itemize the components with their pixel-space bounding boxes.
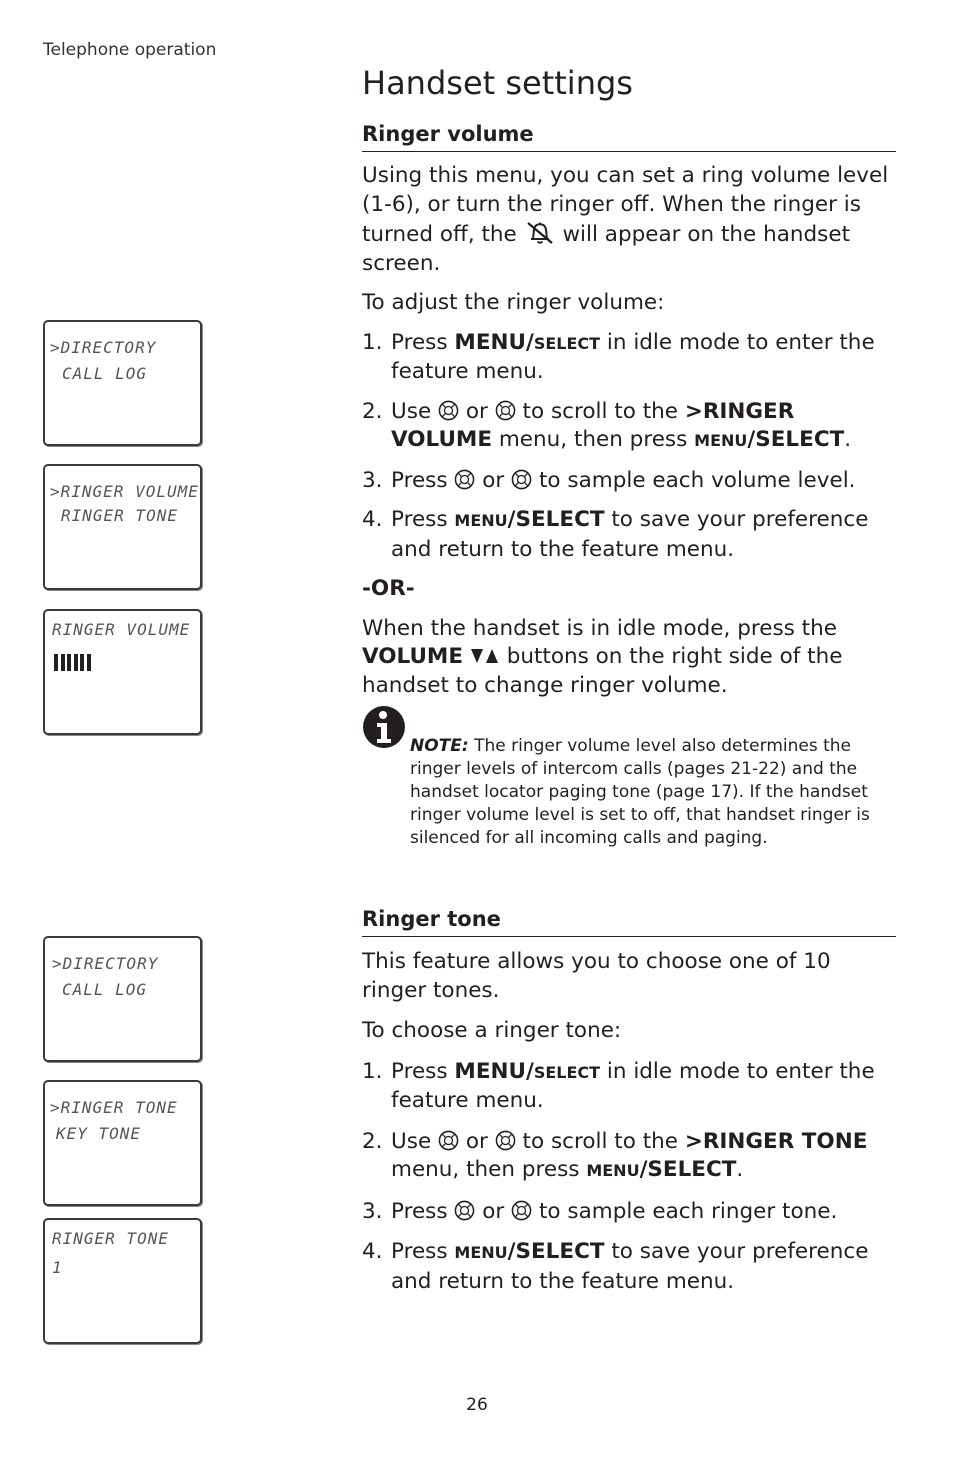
lead-text: To adjust the ringer volume: bbox=[362, 290, 665, 315]
ringer-tone-body bbox=[362, 948, 896, 1296]
step-text: Press bbox=[391, 329, 455, 355]
note-text bbox=[410, 735, 900, 850]
nav-up-button-icon bbox=[454, 469, 475, 490]
step-number: 3. bbox=[362, 1198, 383, 1224]
screen-line: >DIRECTORY bbox=[50, 338, 157, 357]
volume-level-bars bbox=[54, 654, 93, 671]
screen-line: RINGER TONE bbox=[52, 1229, 169, 1248]
menu-name: >RINGER VOLUME bbox=[391, 398, 795, 452]
section-heading: Ringer volume bbox=[362, 122, 896, 152]
step-number: 4. bbox=[362, 1239, 383, 1264]
intro-paragraph bbox=[362, 162, 896, 278]
step-number: 2. bbox=[362, 398, 383, 424]
step-3 bbox=[362, 467, 896, 496]
ringer-volume-body bbox=[362, 162, 896, 700]
nav-down-button-icon bbox=[511, 1200, 532, 1221]
page-title: Handset settings bbox=[362, 64, 633, 102]
step-text: . bbox=[844, 427, 852, 452]
screen-line: >RINGER VOLUME bbox=[50, 482, 199, 501]
key-label: /SELECT bbox=[507, 507, 605, 532]
screen-line: CALL LOG bbox=[62, 364, 148, 383]
step-text: Use bbox=[391, 1128, 432, 1154]
step-text: to scroll to the bbox=[522, 1128, 685, 1154]
handset-screen bbox=[43, 936, 202, 1062]
note-body: The ringer volume level also determines the ringer levels of intercom calls (pages 21-22) and the handset locator paging tone (page 17). If the handset ringer volume level is set to off, that handset ringer is silenced for all incoming calls and paging. bbox=[410, 736, 870, 848]
step-text: in idle mode to enter the feature menu. bbox=[391, 329, 875, 384]
step-3 bbox=[362, 1198, 896, 1227]
key-label: MENU/ bbox=[454, 329, 534, 355]
alt-paragraph bbox=[362, 615, 896, 701]
nav-down-button-icon bbox=[495, 1130, 516, 1151]
screen-line: RINGER VOLUME bbox=[52, 620, 191, 639]
screen-line: >RINGER TONE bbox=[50, 1098, 178, 1117]
intro-paragraph: This feature allows you to choose one of 10 ringer tones. bbox=[362, 949, 831, 1003]
step-1 bbox=[362, 1058, 896, 1116]
step-1 bbox=[362, 329, 896, 387]
menu-name: >RINGER TONE bbox=[684, 1128, 868, 1154]
nav-up-button-icon bbox=[438, 400, 459, 421]
running-head: Telephone operation bbox=[43, 40, 217, 60]
volume-bar bbox=[54, 654, 58, 671]
nav-down-button-icon bbox=[495, 400, 516, 421]
nav-down-button-icon bbox=[511, 469, 532, 490]
nav-up-button-icon bbox=[438, 1130, 459, 1151]
step-text: in idle mode to enter the feature menu. bbox=[391, 1058, 875, 1113]
intro-text-b: will appear on the handset screen. bbox=[362, 222, 851, 276]
note-label: NOTE: bbox=[410, 736, 469, 756]
step-4 bbox=[362, 506, 896, 564]
step-text: Press bbox=[391, 1198, 448, 1224]
step-text: or bbox=[482, 467, 505, 493]
key-label: SELECT bbox=[533, 333, 601, 353]
volume-bar bbox=[61, 654, 65, 671]
bell-off-icon bbox=[524, 219, 556, 245]
step-text: Press bbox=[391, 467, 448, 493]
step-text: or bbox=[465, 1128, 488, 1154]
section-heading: Ringer tone bbox=[362, 907, 896, 937]
step-number: 3. bbox=[362, 467, 383, 493]
key-label: VOLUME bbox=[362, 644, 464, 669]
alt-text: buttons on the right side of the handset to change ringer volume. bbox=[362, 644, 843, 698]
step-text: Press bbox=[391, 1058, 455, 1084]
volume-bar bbox=[74, 654, 78, 671]
step-text: menu, then press bbox=[391, 1157, 587, 1182]
step-text: or bbox=[465, 398, 488, 424]
step-text: Press bbox=[391, 507, 455, 532]
step-text: to save your preference and return to the feature menu. bbox=[391, 507, 869, 562]
step-4 bbox=[362, 1238, 896, 1296]
info-icon bbox=[362, 705, 406, 749]
step-number: 1. bbox=[362, 329, 383, 355]
step-text: to save your preference and return to the feature menu. bbox=[391, 1239, 869, 1294]
screen-line: RINGER TONE bbox=[61, 506, 178, 525]
screen-line: 1 bbox=[52, 1258, 63, 1277]
alt-text: When the handset is in idle mode, press the bbox=[362, 615, 837, 641]
step-text: to scroll to the bbox=[522, 398, 685, 424]
page-number: 26 bbox=[466, 1395, 488, 1415]
handset-screen bbox=[43, 320, 202, 446]
intro-text-a: Using this menu, you can set a ring volume level (1-6), or turn the ringer off. When the ringer is turned off, the bbox=[362, 163, 889, 247]
key-label: MENU bbox=[586, 1161, 640, 1180]
screen-line: KEY TONE bbox=[56, 1124, 142, 1143]
handset-screen bbox=[43, 609, 202, 735]
key-label: /SELECT bbox=[507, 1239, 605, 1264]
step-text: or bbox=[482, 1198, 505, 1224]
step-text: Use bbox=[391, 398, 432, 424]
key-label: /SELECT bbox=[747, 427, 845, 452]
handset-screen bbox=[43, 1080, 202, 1206]
key-label: MENU bbox=[454, 511, 508, 530]
handset-screen bbox=[43, 464, 202, 590]
lead-text: To choose a ringer tone: bbox=[362, 1018, 622, 1043]
or-separator: -OR- bbox=[362, 576, 415, 601]
screen-line: >DIRECTORY bbox=[52, 954, 159, 973]
handset-screen bbox=[43, 1218, 202, 1344]
key-label: MENU/ bbox=[454, 1058, 534, 1084]
step-text: to sample each volume level. bbox=[538, 467, 856, 493]
step-number: 2. bbox=[362, 1128, 383, 1154]
step-2 bbox=[362, 398, 896, 456]
step-text: to sample each ringer tone. bbox=[538, 1198, 838, 1224]
volume-bar bbox=[80, 654, 84, 671]
step-text: menu, then press bbox=[492, 427, 695, 452]
step-number: 1. bbox=[362, 1058, 383, 1084]
nav-up-button-icon bbox=[454, 1200, 475, 1221]
screen-line: CALL LOG bbox=[62, 980, 148, 999]
step-text: Press bbox=[391, 1239, 455, 1264]
section-ringer-volume bbox=[362, 122, 896, 152]
key-label: MENU bbox=[454, 1243, 508, 1262]
step-2 bbox=[362, 1128, 896, 1186]
step-number: 4. bbox=[362, 507, 383, 532]
volume-down-up-arrows-icon bbox=[470, 647, 500, 665]
key-label: MENU bbox=[694, 431, 748, 450]
key-label: SELECT bbox=[533, 1062, 601, 1082]
volume-bar bbox=[87, 654, 91, 671]
section-ringer-tone bbox=[362, 907, 896, 937]
step-text: . bbox=[736, 1157, 744, 1182]
key-label: /SELECT bbox=[639, 1157, 737, 1182]
volume-bar bbox=[67, 654, 71, 671]
